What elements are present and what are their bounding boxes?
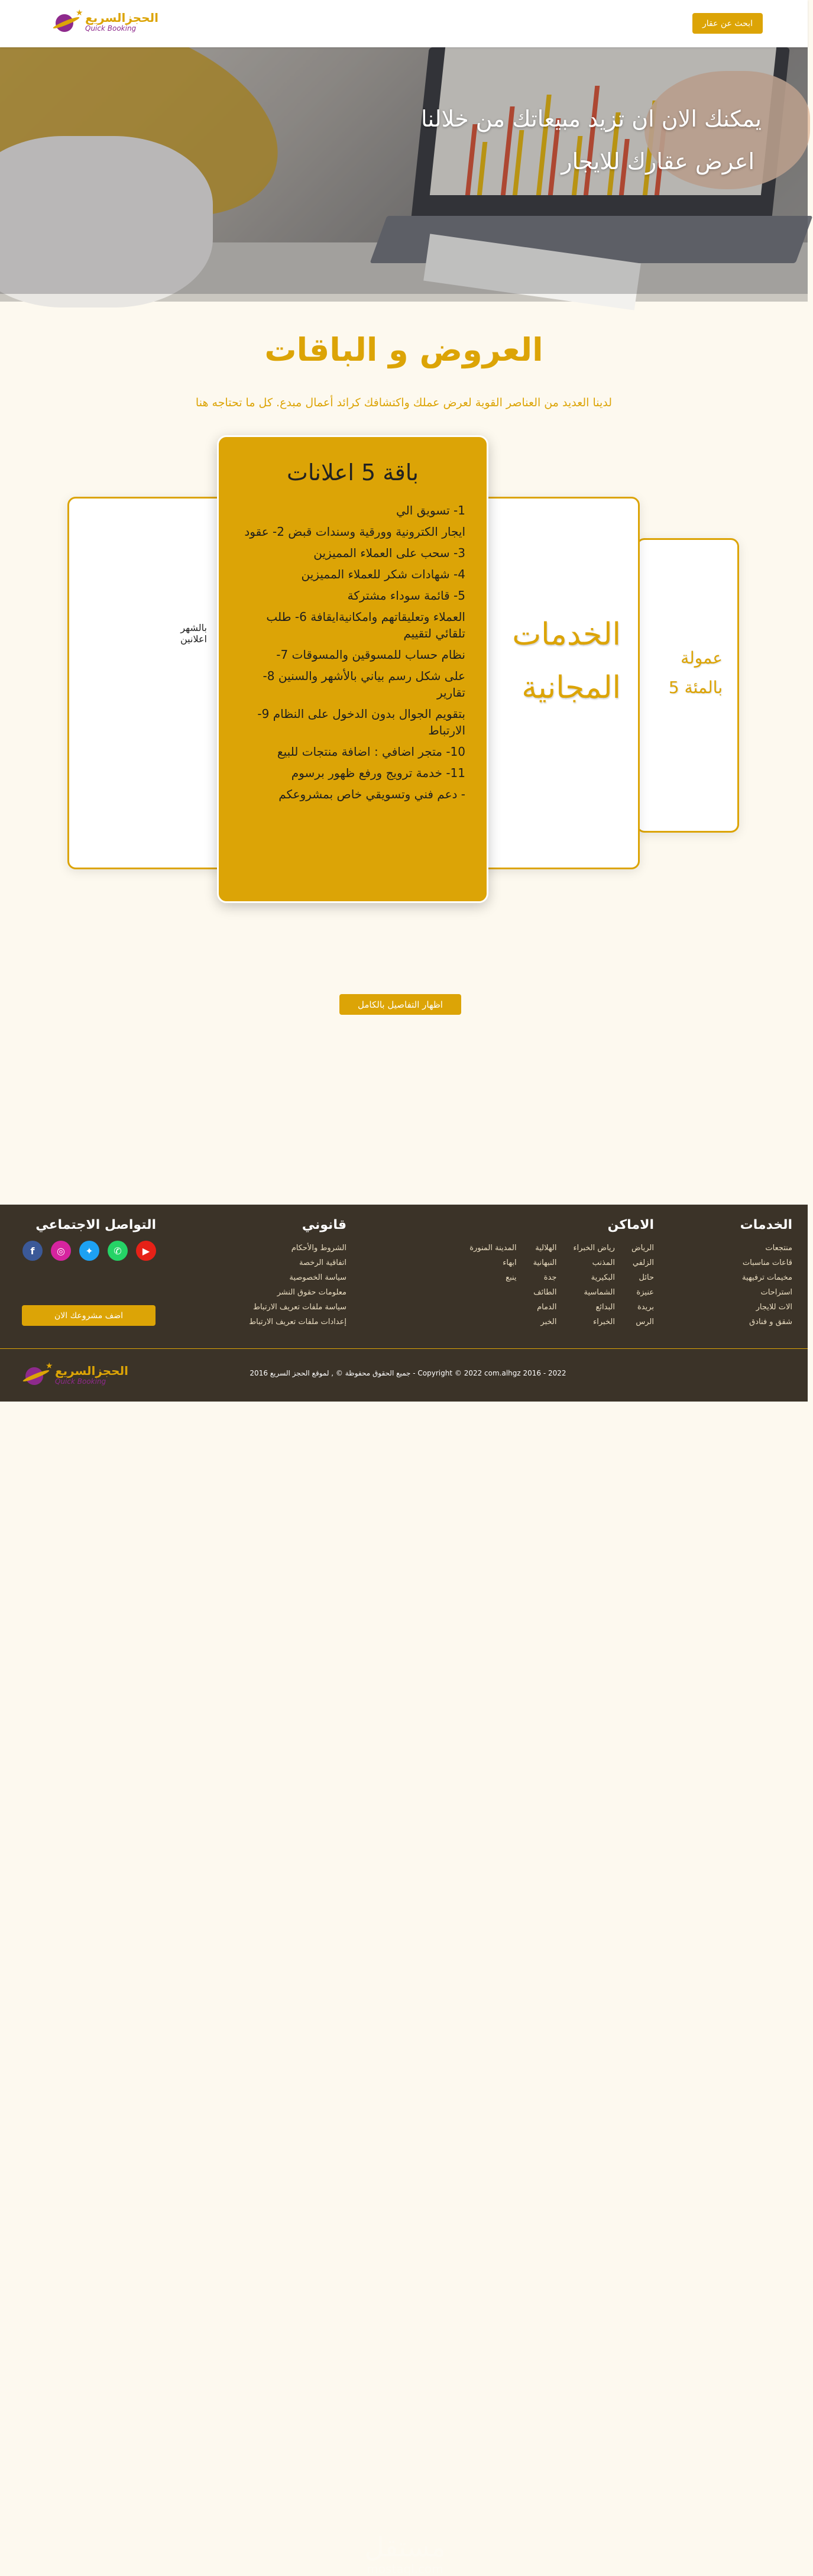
footer-link[interactable]: المدينة المنورة [469, 1244, 517, 1253]
package-card-featured[interactable] [217, 435, 488, 903]
footer-link[interactable]: الرس [636, 1318, 654, 1326]
mostaql-watermark [355, 2532, 455, 2576]
footer-link[interactable]: الشروط والأحكام [291, 1244, 346, 1253]
footer-legal [193, 1218, 346, 1329]
footer-link[interactable]: سياسة الخصوصية [289, 1273, 346, 1282]
footer-services-title: الخدمات [740, 1218, 792, 1232]
package-feature: 10- متجر اضافي : اضافة منتجات للبيع [277, 745, 465, 759]
package-feature: - دعم فني وتسويقي خاص بمشروعكم [278, 787, 465, 801]
footer-legal-title: قانوني [302, 1218, 346, 1232]
package-features-list [237, 502, 465, 807]
footer-link[interactable]: المذنب [592, 1258, 615, 1267]
footer-link[interactable]: الزلفي [632, 1258, 654, 1267]
footer-link[interactable]: جدة [543, 1273, 557, 1282]
monthly-card-line1: بالشهر [180, 622, 207, 633]
footer-places [311, 1218, 654, 1329]
footer-link[interactable]: الرياض [631, 1244, 654, 1253]
footer-link[interactable]: حائل [639, 1273, 654, 1282]
monthly-card-text [77, 622, 207, 645]
footer-link[interactable]: الشماسية [584, 1288, 615, 1297]
footer-link[interactable]: البدائع [595, 1303, 615, 1312]
instagram-icon[interactable]: ◎ [51, 1241, 71, 1261]
twitter-icon[interactable]: ✦ [79, 1241, 99, 1261]
logo-name-ar: الحجزالسريع [55, 1364, 128, 1378]
footer-divider [0, 1348, 808, 1349]
footer-link[interactable]: استراحات [760, 1288, 792, 1297]
footer-link[interactable]: النبهانية [533, 1258, 557, 1267]
watermark-line1: مستقل [364, 2531, 446, 2563]
search-property-button[interactable]: ابحث عن عقار [692, 13, 763, 34]
footer-link[interactable]: ينبع [506, 1273, 517, 1282]
footer-link[interactable]: مخيمات ترفيهية [742, 1273, 792, 1282]
free-services-line1: الخدمات [512, 617, 621, 652]
package-feature: على شكل رسم بياني بالأشهر والسنين 8- تقارير [263, 669, 465, 700]
footer-link[interactable]: شقق و فنادق [749, 1318, 792, 1326]
site-logo[interactable] [52, 8, 158, 33]
offers-subtitle: لدينا العديد من العناصر القوية لعرض عملك واكتشافك كرائد أعمال مبدع. كل ما تحتاجه هنا [195, 396, 613, 409]
logo-mark-icon: ★ [52, 12, 82, 32]
footer-link[interactable]: الدمام [537, 1303, 557, 1312]
free-services-line2: المجانية [522, 670, 621, 706]
social-icons-row [8, 1241, 156, 1261]
watermark-line2: mostaql.com [367, 2562, 443, 2576]
footer-link[interactable]: رياض الخبراء [573, 1244, 615, 1253]
logo-name-en: Quick Booking [55, 1377, 106, 1386]
package-feature: 1- تسويق الي [396, 503, 465, 517]
footer-link[interactable]: عنيزة [636, 1288, 654, 1297]
copyright-text: جميع الحقوق محفوظة © , لموقع الحجز السريع 2016 - Copyright © 2022 com.alhgz 2016 - 2022 [250, 1369, 566, 1377]
footer-link[interactable]: الخبراء [593, 1318, 615, 1326]
youtube-icon[interactable]: ▶ [136, 1241, 156, 1261]
hero-headline-line1: يمكنك الان ان تزيد مبيعاتك من خلالنا [420, 106, 762, 132]
package-feature: ايجار الكترونية وورقية وسندات قبض 2- عقود [244, 525, 465, 539]
logo-mark-icon: ★ [22, 1365, 51, 1385]
footer-link[interactable]: إعدادات ملفات تعريف الارتباط [249, 1318, 346, 1326]
footer-services [674, 1218, 792, 1329]
hero-banner [0, 47, 808, 294]
places-column [533, 1241, 557, 1329]
package-title: باقة 5 اعلانات [287, 459, 419, 486]
footer-link[interactable]: البكيرية [591, 1273, 615, 1282]
footer-places-title: الاماكن [607, 1218, 654, 1232]
logo-name-en: Quick Booking [85, 24, 137, 33]
footer-link[interactable]: بريدة [637, 1303, 654, 1312]
package-feature: 5- قائمة سوداء مشتركة [347, 588, 465, 603]
footer-link[interactable]: سياسة ملفات تعريف الارتباط [252, 1303, 346, 1312]
places-column [573, 1241, 615, 1329]
footer-social [8, 1218, 156, 1261]
footer-link[interactable]: الات للايجار [756, 1303, 792, 1312]
commission-line2: 5 بالمئة [668, 678, 723, 697]
logo-name-ar: الحجزالسريع [85, 11, 158, 25]
top-navbar [0, 0, 808, 47]
add-project-button[interactable]: اضف مشروعك الان [22, 1305, 156, 1326]
commission-line1: عمولة [681, 648, 723, 668]
footer-logo[interactable] [22, 1361, 128, 1386]
monthly-card-line2: اعلانين [180, 633, 207, 645]
hero-headline-line2: اعرض عقارك للايجار [561, 148, 754, 174]
footer-link[interactable]: الهلالية [535, 1244, 557, 1253]
footer-link[interactable]: منتجعات [765, 1244, 792, 1253]
footer-link[interactable]: الخبر [540, 1318, 557, 1326]
footer-link[interactable]: قاعات مناسبات [742, 1258, 792, 1267]
hero-headline [336, 98, 762, 183]
package-feature: 3- سحب على العملاء المميزين [313, 546, 465, 560]
package-feature: العملاء وتعليقاتهم وامكانيةايقافة 6- طلب تلقائي لتقييم [266, 610, 465, 640]
package-feature: 11- خدمة ترويج ورفع ظهور برسوم [291, 766, 465, 780]
footer-link[interactable]: اتفاقية الرخصة [299, 1258, 346, 1267]
whatsapp-icon[interactable]: ✆ [108, 1241, 128, 1261]
footer-link[interactable]: الطائف [533, 1288, 557, 1297]
offers-title: العروض و الباقات [264, 331, 543, 368]
package-feature: بتقويم الجوال بدون الدخول على النظام 9- الارتباط [257, 707, 465, 737]
show-details-button[interactable]: اظهار التفاصيل بالكامل [339, 994, 461, 1015]
facebook-icon[interactable]: f [22, 1241, 43, 1261]
footer-social-title: التواصل الاجتماعي [35, 1218, 156, 1232]
footer-link[interactable]: ابهاء [503, 1258, 517, 1267]
free-services-card-text [486, 608, 621, 714]
package-feature: نظام حساب للمسوقين والمسوقات 7- [276, 648, 465, 662]
footer-link[interactable]: معلومات حقوق النشر [277, 1288, 346, 1297]
package-feature: 4- شهادات شكر للعملاء المميزين [301, 567, 465, 581]
commission-card-text [644, 643, 723, 703]
places-column [631, 1241, 654, 1329]
places-column [469, 1241, 516, 1329]
